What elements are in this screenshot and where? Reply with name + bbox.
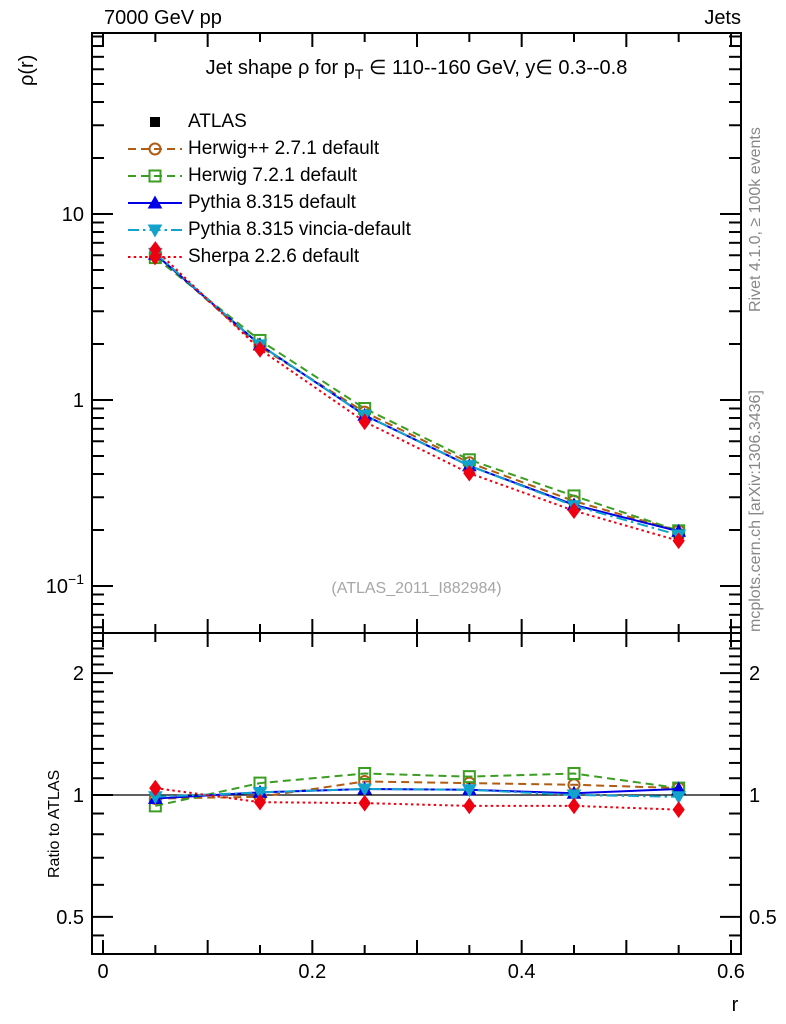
legend-label-herwigpp: Herwig++ 2.7.1 default [188, 138, 380, 159]
ratio-series-pythia-8-315-vincia-default [149, 784, 685, 803]
legend-label-vincia: Pythia 8.315 vincia-default [188, 219, 411, 240]
legend-label-herwig7: Herwig 7.2.1 default [188, 165, 357, 186]
header-beam-energy: 7000 GeV pp [104, 7, 222, 29]
svg-text:1: 1 [72, 785, 84, 807]
svg-text:2: 2 [749, 663, 761, 686]
legend-label-sherpa: Sherpa 2.2.6 default [188, 246, 360, 267]
side-text-mcplots: mcplots.cern.ch [arXiv:1306.3436] [747, 390, 764, 632]
svg-text:1: 1 [749, 785, 761, 807]
svg-text:2: 2 [72, 663, 84, 686]
svg-text:0.4: 0.4 [507, 961, 536, 983]
plot-title-subscript: T [354, 66, 364, 82]
main-series-sherpa-2-2-6-default [150, 242, 684, 548]
plot-title-pre: Jet shape ρ for p [205, 57, 355, 79]
svg-text:0.5: 0.5 [749, 906, 777, 929]
svg-text:0.5: 0.5 [56, 906, 84, 929]
main-series-herwig-2-7-1-default [150, 249, 684, 537]
main-series-herwig-7-2-1-default [150, 252, 684, 536]
svg-text:0.2: 0.2 [298, 961, 327, 983]
svg-text:10−1: $10^{-1}$ [45, 571, 84, 598]
main-series-pythia-8-315-default [149, 248, 685, 537]
side-text-rivet: Rivet 4.1.0, ≥ 100k events [747, 127, 764, 312]
analysis-watermark: (ATLAS_2011_I882984) [331, 580, 502, 597]
y-axis-label-main: ρ(r) [16, 54, 38, 86]
main-series-atlas [150, 248, 683, 540]
plot-title [92, 55, 741, 82]
plot-title-post: ∈ 110--160 GeV, y∈ 0.3--0.8 [363, 57, 628, 79]
svg-text:0.6: 0.6 [717, 961, 745, 983]
legend-label-atlas: ATLAS [188, 111, 247, 132]
main-series-pythia-8-315-vincia-default [149, 248, 685, 541]
y-axis-label-ratio: Ratio to ATLAS [46, 769, 63, 878]
svg-text:1: 1 [72, 390, 84, 412]
header-process: Jets [704, 7, 741, 29]
x-axis-label: r [731, 994, 739, 1016]
svg-text:0: 0 [97, 961, 109, 983]
svg-text:10: 10 [61, 204, 84, 226]
legend-label-pythia: Pythia 8.315 default [188, 192, 356, 213]
